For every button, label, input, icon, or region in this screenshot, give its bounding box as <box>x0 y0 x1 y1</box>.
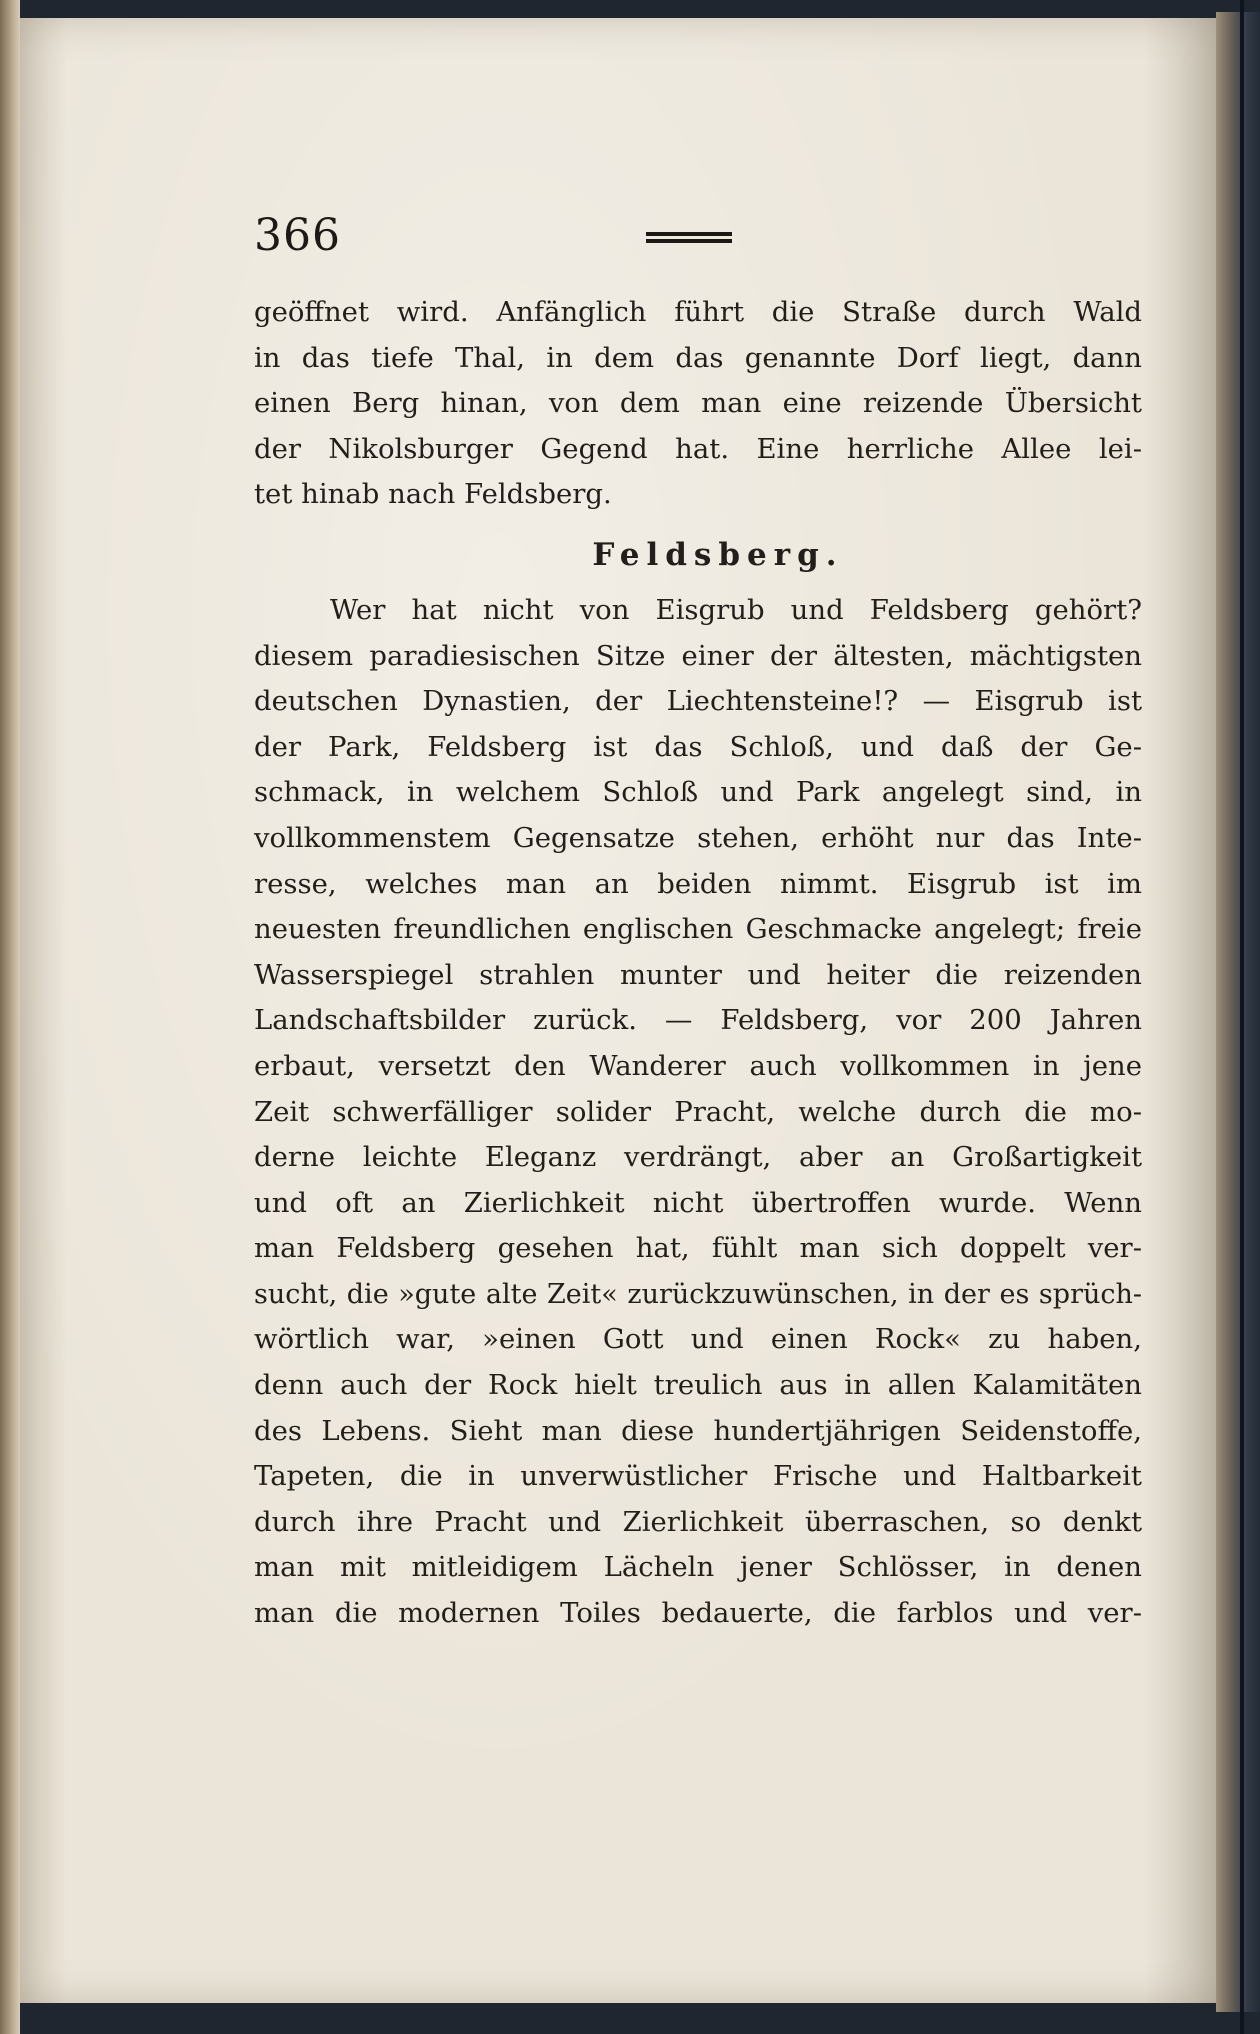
text-line: Tapeten, die in unverwüstlicher Frische und Haltbarkeit <box>254 1460 1142 1493</box>
text-line: diesem paradiesischen Sitze einer der ältesten, mächtigsten <box>254 639 1142 672</box>
text-line: Zeit schwerfälliger solider Pracht, welche durch die mo- <box>254 1095 1142 1128</box>
page-header <box>254 210 1142 270</box>
text-line: resse, welches man an beiden nimmt. Eisgrub ist im <box>254 867 1142 900</box>
text-line: und oft an Zierlichkeit nicht übertroffen wurde. Wenn <box>254 1186 1142 1219</box>
text-line: erbaut, versetzt den Wanderer auch vollkommen in jene <box>254 1049 1142 1082</box>
text-line: neuesten freundlichen englischen Geschmacke angelegt; freie <box>254 913 1142 946</box>
body-text <box>254 290 1142 1637</box>
text-line: man Feldsberg gesehen hat, fühlt man sich doppelt ver- <box>254 1232 1142 1265</box>
text-line: sucht, die »gute alte Zeit« zurückzuwünschen, in der es sprüch- <box>254 1278 1142 1310</box>
text-line: deutschen Dynastien, der Liechtensteine!? — Eisgrub ist <box>254 685 1142 718</box>
text-line: durch ihre Pracht und Zierlichkeit überraschen, so denkt <box>254 1505 1142 1538</box>
scanner-edge-stripe <box>1240 0 1244 2034</box>
text-line: geöffnet wird. Anfänglich führt die Straße durch Wald <box>254 296 1142 328</box>
text-line: Wasserspiegel strahlen munter und heiter die reizenden <box>254 958 1142 991</box>
text-line: man die modernen Toiles bedauerte, die farblos und ver- <box>254 1597 1142 1630</box>
text-line: der Park, Feldsberg ist das Schloß, und daß der Ge- <box>254 730 1142 763</box>
text-line: Wer hat nicht von Eisgrub und Feldsberg gehört? <box>330 593 1142 626</box>
page-right-edge <box>1216 12 1260 2012</box>
text-line: derne leichte Eleganz verdrängt, aber an Großartigkeit <box>254 1141 1142 1174</box>
book-spine-edge <box>0 0 20 2034</box>
text-line: Landschaftsbilder zurück. — Feldsberg, vor 200 Jahren <box>254 1004 1142 1037</box>
text-line: der Nikolsburger Gegend hat. Eine herrliche Allee lei- <box>254 432 1142 465</box>
text-line: in das tiefe Thal, in dem das genannte Dorf liegt, dann <box>254 341 1142 374</box>
text-line: einen Berg hinan, von dem man eine reizende Übersicht <box>254 387 1142 420</box>
section-heading: Feldsberg. <box>592 536 844 573</box>
page-number: 366 <box>254 210 341 261</box>
text-line: wörtlich war, »einen Gott und einen Rock« zu haben, <box>254 1323 1142 1356</box>
text-line: denn auch der Rock hielt treulich aus in allen Kalamitäten <box>254 1369 1142 1402</box>
text-line: vollkommenstem Gegensatze stehen, erhöht nur das Inte- <box>254 821 1142 854</box>
text-line: tet hinab nach Feldsberg. <box>254 478 612 511</box>
text-line: man mit mitleidigem Lächeln jener Schlösser, in denen <box>254 1551 1142 1584</box>
header-double-rule <box>646 232 732 243</box>
text-line: schmack, in welchem Schloß und Park angelegt sind, in <box>254 776 1142 809</box>
text-line: des Lebens. Sieht man diese hundertjährigen Seidenstoffe, <box>254 1414 1142 1447</box>
